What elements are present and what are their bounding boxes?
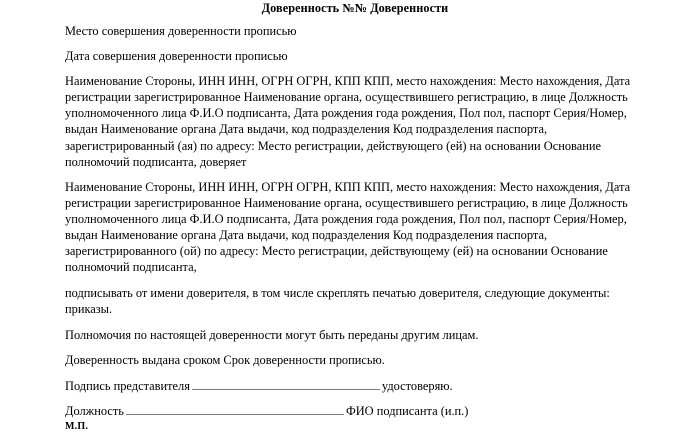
stamp-placeholder: М.П. [65,420,89,432]
date-of-issue-line: Дата совершения доверенности прописью [65,49,288,64]
position-fill-line[interactable] [126,404,344,415]
signatory-position-row [65,403,645,419]
signature-label: Подпись представителя [65,378,190,393]
signature-certification-row [65,378,645,394]
signatory-name-text: ФИО подписанта (и.п.) [345,403,469,418]
representative-party-paragraph: Наименование Стороны, ИНН ИНН, ОГРН ОГРН, КПП КПП, место нахождения: Место нахождения, Дата регистрации зарегистрированное Наименование органа, осуществившего регистрацию, в лице Должность уполномоченного лица Ф.И.О подписанта, Дата рождения года рождения, Пол пол, паспорт Серия/Номер, выдан Наименование органа Дата выдачи, код подразделения Код подразделения паспорта, зарегистрированного (ой) по адресу: Место регистрации, действующему (ей) на основании Основание полномочий подписанта, [65,179,631,275]
signature-certify-text: удостоверяю. [381,378,453,393]
delegation-paragraph: Полномочия по настоящей доверенности могут быть переданы другим лицам. [65,327,479,342]
authority-scope-paragraph: подписывать от имени доверителя, в том числе скреплять печатью доверителя, следующие документы: приказы. [65,286,610,317]
page-title: Доверенность №№ Доверенности [261,1,449,15]
position-label: Должность [65,403,124,418]
document-page [0,1,700,432]
signature-fill-line[interactable] [192,379,380,390]
place-of-issue-line: Место совершения доверенности прописью [65,24,297,38]
validity-term-paragraph: Доверенность выдана сроком Срок доверенности прописью. [65,352,385,367]
principal-party-paragraph: Наименование Стороны, ИНН ИНН, ОГРН ОГРН, КПП КПП, место нахождения: Место нахождения, Дата регистрации зарегистрированное Наименование органа, осуществившего регистрацию, в лице Должность уполномоченного лица Ф.И.О подписанта, Дата рождения года рождения, Пол пол, паспорт Серия/Номер, выдан Наименование органа Дата выдачи, код подразделения Код подразделения паспорта, зарегистрированный (ая) по адресу: Место регистрации, действующего (ей) на основании Основание полномочий подписанта, доверяет [65,74,631,169]
